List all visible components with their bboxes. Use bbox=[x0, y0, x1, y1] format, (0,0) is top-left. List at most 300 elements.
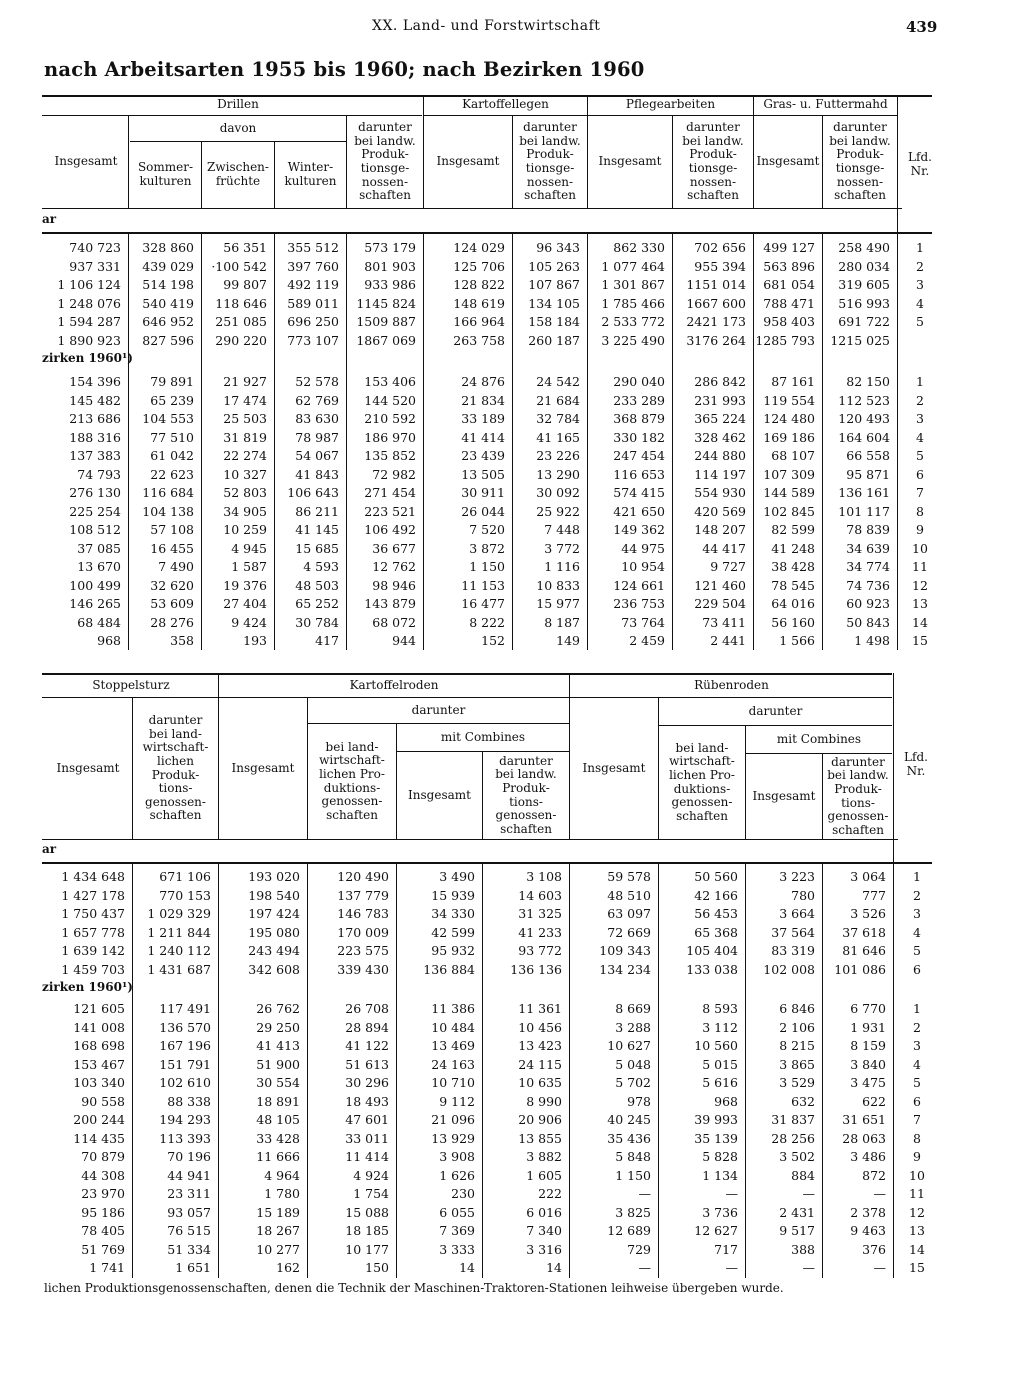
table-cell: 44 308 bbox=[81, 1167, 125, 1183]
table-cell: 10 327 bbox=[223, 466, 267, 482]
table-cell: 36 677 bbox=[372, 540, 416, 556]
table-cell: 13 670 bbox=[77, 559, 121, 574]
header-davon: davon bbox=[219, 121, 257, 136]
table-cell: 15 977 bbox=[536, 596, 580, 611]
table-cell: 3 225 490 bbox=[601, 332, 665, 348]
table-cell: 376 bbox=[862, 1241, 886, 1257]
table-cell: 158 184 bbox=[528, 314, 580, 329]
table-cell: 933 986 bbox=[364, 277, 416, 292]
table-cell: 51 613 bbox=[345, 1056, 389, 1072]
table-cell: 244 880 bbox=[694, 448, 746, 463]
table-cell: 225 254 bbox=[69, 503, 121, 519]
row-number-cell: 5 bbox=[913, 1075, 921, 1090]
table-cell: 83 630 bbox=[295, 411, 339, 426]
running-header bbox=[0, 18, 1024, 38]
table-cell: 15 189 bbox=[256, 1204, 300, 1220]
header-stoppelsturz-insgesamt: Insgesamt bbox=[56, 760, 120, 775]
table-cell: 1 431 687 bbox=[147, 961, 211, 977]
row-number-cell bbox=[897, 332, 943, 351]
table-cell: 136 161 bbox=[838, 485, 890, 500]
table-cell: 66 558 bbox=[846, 448, 890, 463]
table-row bbox=[42, 429, 943, 448]
table-cell: 1 780 bbox=[264, 1186, 300, 1201]
table-cell: 4 593 bbox=[303, 559, 339, 574]
table-cell: 10 954 bbox=[621, 559, 665, 574]
table-cell: 11 153 bbox=[461, 577, 505, 593]
row-number-cell: 5 bbox=[916, 448, 924, 463]
table-cell: 134 105 bbox=[528, 295, 580, 311]
top-years-table bbox=[42, 239, 943, 350]
row-number-cell: 1 bbox=[916, 240, 924, 255]
table-cell: 1667 600 bbox=[686, 295, 746, 311]
table-cell: 1 248 076 bbox=[57, 295, 121, 311]
table-cell: 11 361 bbox=[518, 1001, 562, 1016]
header-gras-insgesamt: Insgesamt bbox=[756, 154, 820, 169]
row-number-cell: 2 bbox=[916, 258, 924, 274]
table-cell: 95 871 bbox=[846, 466, 890, 482]
header-rubenroden: Rübenroden bbox=[694, 678, 769, 693]
table-cell: 41 145 bbox=[295, 522, 339, 537]
table-cell: 30 554 bbox=[256, 1075, 300, 1090]
table-cell: 41 413 bbox=[256, 1038, 300, 1053]
table-cell: 35 139 bbox=[694, 1130, 738, 1146]
header-kartoffellegen-insgesamt: Insgesamt bbox=[436, 154, 500, 169]
table-cell: 65 252 bbox=[295, 596, 339, 611]
table-cell: 154 396 bbox=[69, 374, 121, 389]
table-cell: 3 316 bbox=[526, 1241, 562, 1257]
header-rubenroden-combines: mit Combines bbox=[776, 732, 862, 747]
table-cell: 968 bbox=[714, 1093, 738, 1109]
table-cell: 14 bbox=[546, 1260, 562, 1275]
table-row bbox=[42, 258, 943, 277]
header-lfd-nr: Lfd. Nr. bbox=[908, 150, 932, 178]
table-cell: 3 475 bbox=[850, 1075, 886, 1090]
table-cell: 15 685 bbox=[295, 540, 339, 556]
table-cell: 1867 069 bbox=[356, 332, 416, 348]
row-number-cell: 14 bbox=[909, 1241, 925, 1257]
table-cell: 42 166 bbox=[694, 887, 738, 903]
table-cell: 7 448 bbox=[544, 522, 580, 537]
table-cell: 47 601 bbox=[345, 1112, 389, 1127]
table-cell: 10 833 bbox=[536, 577, 580, 593]
table-cell: 26 044 bbox=[461, 503, 505, 519]
table-cell: 8 990 bbox=[526, 1093, 562, 1109]
table-cell: 1 150 bbox=[615, 1167, 651, 1183]
row-number-cell: 12 bbox=[909, 1204, 925, 1220]
table-row bbox=[42, 1000, 941, 1019]
table-cell: 3 333 bbox=[439, 1241, 475, 1257]
table-cell: — bbox=[802, 1186, 815, 1201]
table-cell: 3176 264 bbox=[686, 332, 746, 348]
table-cell: 125 706 bbox=[453, 258, 505, 274]
table-cell: 968 bbox=[97, 633, 121, 648]
header-drillen: Drillen bbox=[217, 96, 259, 111]
table-cell: 330 182 bbox=[613, 429, 665, 445]
table-cell: 153 467 bbox=[73, 1056, 125, 1072]
table-cell: 3 529 bbox=[779, 1075, 815, 1090]
table-cell: 144 589 bbox=[763, 485, 815, 500]
table-cell: 121 460 bbox=[694, 577, 746, 593]
table-cell: 1 750 437 bbox=[61, 906, 125, 921]
table-cell: — bbox=[873, 1186, 886, 1201]
header-rubenroden-combines-darunter: darunter bei landw. Produk- tions- genossen- schaften bbox=[827, 754, 889, 837]
table-cell: 65 368 bbox=[694, 924, 738, 940]
table-cell: 167 196 bbox=[159, 1038, 211, 1053]
table-cell: 12 627 bbox=[694, 1223, 738, 1238]
table-cell: 78 545 bbox=[771, 577, 815, 593]
table-cell: 137 383 bbox=[69, 448, 121, 463]
table-cell: 153 406 bbox=[364, 374, 416, 389]
header-kartoffelroden-combines-insgesamt: Insgesamt bbox=[408, 787, 471, 802]
table-cell: 6 846 bbox=[779, 1001, 815, 1016]
table-cell: 3 108 bbox=[526, 869, 562, 884]
table-cell: 243 494 bbox=[248, 943, 300, 958]
table-row bbox=[42, 373, 943, 392]
table-row bbox=[42, 484, 943, 503]
table-cell: — bbox=[725, 1260, 738, 1275]
table-cell: 342 608 bbox=[248, 961, 300, 977]
table-cell: 152 bbox=[481, 633, 505, 648]
table-row bbox=[42, 1074, 941, 1093]
table-row bbox=[42, 295, 943, 314]
table-cell: 22 274 bbox=[223, 448, 267, 463]
table-cell: 60 923 bbox=[846, 596, 890, 611]
top-bezirke-table bbox=[42, 373, 943, 651]
table-row bbox=[42, 1148, 941, 1167]
table-cell: 24 876 bbox=[461, 374, 505, 389]
table-cell: 41 414 bbox=[461, 429, 505, 445]
table-cell: 109 343 bbox=[599, 943, 651, 958]
table-row bbox=[42, 868, 941, 887]
header-kartoffelroden: Kartoffelroden bbox=[349, 678, 439, 693]
table-row bbox=[42, 924, 941, 943]
table-cell: 3 490 bbox=[439, 869, 475, 884]
table-row bbox=[42, 1093, 941, 1112]
table-cell: 421 650 bbox=[613, 503, 665, 519]
row-number-cell: 2 bbox=[916, 392, 924, 408]
table-cell: 1 427 178 bbox=[61, 887, 125, 903]
table-cell: 978 bbox=[627, 1093, 651, 1109]
table-cell: 113 393 bbox=[159, 1130, 211, 1146]
table-cell: 7 369 bbox=[439, 1223, 475, 1238]
footnote: lichen Produktionsgenossenschaften, denen die Technik der Maschinen-Traktoren-Stationen leihweise übergeben wurde. bbox=[44, 1281, 784, 1295]
table-cell: 4 964 bbox=[264, 1167, 300, 1183]
table-cell: 114 435 bbox=[73, 1130, 125, 1146]
row-number-cell: 5 bbox=[913, 943, 921, 958]
table-cell: 59 578 bbox=[607, 869, 651, 884]
table-cell: 10 635 bbox=[518, 1075, 562, 1090]
table-cell: 65 239 bbox=[150, 392, 194, 408]
table-cell: 9 517 bbox=[779, 1223, 815, 1238]
table-cell: 862 330 bbox=[613, 240, 665, 255]
table-cell: 1285 793 bbox=[755, 332, 815, 348]
table-cell: 499 127 bbox=[763, 240, 815, 255]
row-number-cell: 1 bbox=[916, 374, 924, 389]
table-cell: — bbox=[873, 1260, 886, 1275]
table-cell: 24 115 bbox=[518, 1056, 562, 1072]
table-cell: 3 865 bbox=[779, 1056, 815, 1072]
table-cell: 134 234 bbox=[599, 961, 651, 977]
table-cell: 1 605 bbox=[526, 1167, 562, 1183]
header-kartoffellegen-darunter: darunter bei landw. Produk- tionsge- nossen- schaften bbox=[519, 120, 581, 203]
table-cell: 33 428 bbox=[256, 1130, 300, 1146]
table-cell: 108 512 bbox=[69, 522, 121, 537]
table-row bbox=[42, 1019, 941, 1038]
table-cell: 34 639 bbox=[846, 540, 890, 556]
section-label-bezirke-bottom: zirken 1960¹) bbox=[42, 980, 133, 994]
table-cell: 955 394 bbox=[694, 258, 746, 274]
table-cell: 420 569 bbox=[694, 503, 746, 519]
table-cell: 328 462 bbox=[694, 429, 746, 445]
table-cell: 11 666 bbox=[256, 1149, 300, 1164]
header-pflegearbeiten-darunter: darunter bei landw. Produk- tionsge- nossen- schaften bbox=[682, 120, 744, 203]
table-cell: 5 015 bbox=[702, 1056, 738, 1072]
table-cell: 29 250 bbox=[256, 1019, 300, 1035]
table-cell: 137 779 bbox=[337, 887, 389, 903]
table-cell: 223 521 bbox=[364, 503, 416, 519]
row-number-cell: 1 bbox=[913, 1001, 921, 1016]
table-cell: 516 993 bbox=[838, 295, 890, 311]
header-drillen-darunter-lpg: darunter bei landw. Produk- tionsge- nossen- schaften bbox=[354, 120, 416, 203]
table-cell: 9 727 bbox=[710, 559, 746, 574]
table-cell: 28 063 bbox=[842, 1130, 886, 1146]
table-cell: — bbox=[638, 1260, 651, 1275]
table-cell: 31 651 bbox=[842, 1112, 886, 1127]
table-cell: 397 760 bbox=[287, 258, 339, 274]
table-cell: 141 008 bbox=[73, 1019, 125, 1035]
table-cell: 8 187 bbox=[544, 614, 580, 630]
table-cell: 290 220 bbox=[215, 332, 267, 348]
table-cell: 136 136 bbox=[510, 961, 562, 977]
table-row bbox=[42, 1167, 941, 1186]
table-cell: 4 945 bbox=[231, 540, 267, 556]
table-cell: 1 931 bbox=[850, 1019, 886, 1035]
table-cell: 18 891 bbox=[256, 1093, 300, 1109]
table-cell: 30 296 bbox=[345, 1075, 389, 1090]
table-cell: 258 490 bbox=[838, 240, 890, 255]
table-cell: 193 020 bbox=[248, 869, 300, 884]
table-cell: 213 686 bbox=[69, 411, 121, 426]
row-number-cell: 11 bbox=[909, 1186, 925, 1201]
table-cell: 8 593 bbox=[702, 1001, 738, 1016]
table-cell: 53 609 bbox=[150, 596, 194, 611]
table-cell: 3 872 bbox=[469, 540, 505, 556]
table-cell: 5 048 bbox=[615, 1056, 651, 1072]
table-cell: 146 783 bbox=[337, 906, 389, 921]
row-number-cell: 4 bbox=[916, 295, 924, 311]
table-cell: 1 029 329 bbox=[147, 906, 211, 921]
table-cell: 52 578 bbox=[295, 374, 339, 389]
table-cell: 13 290 bbox=[536, 466, 580, 482]
table-cell: 148 207 bbox=[694, 522, 746, 537]
table-cell: 23 970 bbox=[81, 1186, 125, 1201]
table-cell: 48 503 bbox=[295, 577, 339, 593]
table-cell: 3 664 bbox=[779, 906, 815, 921]
table-row bbox=[42, 1222, 941, 1241]
table-cell: 2 378 bbox=[850, 1204, 886, 1220]
table-cell: 133 038 bbox=[686, 961, 738, 977]
table-cell: 1509 887 bbox=[356, 314, 416, 329]
table-cell: 17 474 bbox=[223, 392, 267, 408]
table-cell: 3 840 bbox=[850, 1056, 886, 1072]
table-cell: 872 bbox=[862, 1167, 886, 1183]
table-row bbox=[42, 521, 943, 540]
table-cell: 3 112 bbox=[702, 1019, 738, 1035]
table-row bbox=[42, 1056, 941, 1075]
table-cell: 16 477 bbox=[461, 596, 505, 611]
table-cell: 3 526 bbox=[850, 906, 886, 921]
table-cell: 646 952 bbox=[142, 314, 194, 329]
table-cell: 5 702 bbox=[615, 1075, 651, 1090]
table-cell: 25 922 bbox=[536, 503, 580, 519]
table-row bbox=[42, 503, 943, 522]
table-cell: 884 bbox=[791, 1167, 815, 1183]
table-cell: 236 753 bbox=[613, 596, 665, 611]
table-cell: 23 439 bbox=[461, 448, 505, 463]
table-row bbox=[42, 577, 943, 596]
table-cell: 32 620 bbox=[150, 577, 194, 593]
table-row bbox=[42, 1259, 941, 1278]
table-cell: 702 656 bbox=[694, 240, 746, 255]
header-zwischenfruechte: Zwischen- früchte bbox=[207, 159, 269, 188]
table-cell: 1 566 bbox=[779, 633, 815, 648]
table-cell: 271 454 bbox=[364, 485, 416, 500]
table-cell: 1 211 844 bbox=[147, 924, 211, 940]
table-cell: 44 975 bbox=[621, 540, 665, 556]
table-cell: 168 698 bbox=[73, 1038, 125, 1053]
table-cell: 38 428 bbox=[771, 559, 815, 574]
table-cell: 186 970 bbox=[364, 429, 416, 445]
table-cell: 33 189 bbox=[461, 411, 505, 426]
table-cell: 56 160 bbox=[771, 614, 815, 630]
table-cell: 74 736 bbox=[846, 577, 890, 593]
table-cell: 101 086 bbox=[834, 961, 886, 977]
table-cell: 30 092 bbox=[536, 485, 580, 500]
table-cell: 1 741 bbox=[89, 1260, 125, 1275]
table-cell: 48 105 bbox=[256, 1112, 300, 1127]
table-cell: 12 762 bbox=[372, 559, 416, 574]
table-cell: 37 085 bbox=[77, 540, 121, 556]
table-cell: 276 130 bbox=[69, 485, 121, 500]
row-number-cell: 11 bbox=[912, 559, 928, 574]
table-cell: 223 575 bbox=[337, 943, 389, 958]
table-cell: 44 941 bbox=[167, 1167, 211, 1183]
table-cell: 68 484 bbox=[77, 614, 121, 630]
table-row bbox=[42, 1111, 941, 1130]
table-cell: 16 455 bbox=[150, 540, 194, 556]
table-cell: 339 430 bbox=[337, 961, 389, 977]
table-cell: 355 512 bbox=[287, 240, 339, 255]
table-cell: 104 553 bbox=[142, 411, 194, 426]
table-cell: 11 414 bbox=[345, 1149, 389, 1164]
table-cell: 622 bbox=[862, 1093, 886, 1109]
table-cell: 197 424 bbox=[248, 906, 300, 921]
table-cell: 5 848 bbox=[615, 1149, 651, 1164]
table-cell: 1215 025 bbox=[830, 332, 890, 348]
table-cell: 50 560 bbox=[694, 869, 738, 884]
table-cell: 18 493 bbox=[345, 1093, 389, 1109]
table-cell: 72 982 bbox=[372, 466, 416, 482]
table-cell: 145 482 bbox=[69, 392, 121, 408]
table-cell: 770 153 bbox=[159, 887, 211, 903]
table-cell: 3 502 bbox=[779, 1149, 815, 1164]
header-pflegearbeiten-insgesamt: Insgesamt bbox=[598, 154, 662, 169]
table-cell: 82 599 bbox=[771, 522, 815, 537]
table-cell: 120 493 bbox=[838, 411, 890, 426]
table-cell: 3 882 bbox=[526, 1149, 562, 1164]
table-cell: 41 843 bbox=[295, 466, 339, 482]
table-cell: 26 708 bbox=[345, 1001, 389, 1016]
table-cell: 169 186 bbox=[763, 429, 815, 445]
table-cell: 9 112 bbox=[439, 1093, 475, 1109]
header-gras-darunter: darunter bei landw. Produk- tionsge- nossen- schaften bbox=[829, 120, 891, 203]
table-cell: 23 226 bbox=[536, 448, 580, 463]
table-cell: 41 233 bbox=[518, 924, 562, 940]
table-cell: 729 bbox=[627, 1241, 651, 1257]
table-cell: 102 610 bbox=[159, 1075, 211, 1090]
table-cell: 96 343 bbox=[536, 240, 580, 255]
table-cell: 574 415 bbox=[613, 485, 665, 500]
row-number-cell: 3 bbox=[916, 411, 924, 426]
table-cell: 93 057 bbox=[167, 1204, 211, 1220]
row-number-cell: 9 bbox=[913, 1149, 921, 1164]
table-cell: 50 843 bbox=[846, 614, 890, 630]
table-cell: 18 185 bbox=[345, 1223, 389, 1238]
table-cell: 116 653 bbox=[613, 466, 665, 482]
row-number-cell: 8 bbox=[916, 503, 924, 519]
table-cell: 30 784 bbox=[295, 614, 339, 630]
table-row bbox=[42, 887, 941, 906]
table-cell: 41 165 bbox=[536, 429, 580, 445]
table-cell: 135 852 bbox=[364, 448, 416, 463]
table-cell: 696 250 bbox=[287, 314, 339, 329]
table-cell: 492 119 bbox=[287, 277, 339, 292]
table-cell: 23 311 bbox=[167, 1186, 211, 1201]
table-cell: 6 055 bbox=[439, 1204, 475, 1220]
table-cell: 10 627 bbox=[607, 1038, 651, 1053]
table-cell: 280 034 bbox=[838, 258, 890, 274]
table-cell: 107 867 bbox=[528, 277, 580, 292]
row-number-cell: 5 bbox=[916, 314, 924, 329]
bottom-years-table bbox=[42, 868, 941, 979]
row-number-cell: 4 bbox=[913, 924, 921, 940]
table-cell: 100 499 bbox=[69, 577, 121, 593]
table-cell: 28 894 bbox=[345, 1019, 389, 1035]
table-cell: 35 436 bbox=[607, 1130, 651, 1146]
table-cell: 8 159 bbox=[850, 1038, 886, 1053]
table-cell: 77 510 bbox=[150, 429, 194, 445]
table-cell: 1 434 648 bbox=[61, 869, 125, 884]
table-cell: 2 533 772 bbox=[601, 314, 665, 329]
table-cell: 540 419 bbox=[142, 295, 194, 311]
table-cell: 103 340 bbox=[73, 1075, 125, 1090]
header-rubenroden-insgesamt: Insgesamt bbox=[582, 760, 646, 775]
table-cell: 1 587 bbox=[231, 559, 267, 574]
table-cell: 1 134 bbox=[702, 1167, 738, 1183]
table-cell: 10 710 bbox=[431, 1075, 475, 1090]
header-sommerkulturen: Sommer- kulturen bbox=[137, 159, 194, 188]
table-cell: 229 504 bbox=[694, 596, 746, 611]
table-cell: 10 560 bbox=[694, 1038, 738, 1053]
table-cell: 13 855 bbox=[518, 1130, 562, 1146]
table-cell: 3 772 bbox=[544, 540, 580, 556]
table-cell: 15 939 bbox=[431, 887, 475, 903]
table-cell: 195 080 bbox=[248, 924, 300, 940]
table-cell: 76 515 bbox=[167, 1223, 211, 1238]
row-number-cell: 15 bbox=[912, 633, 928, 648]
row-number-cell: 10 bbox=[912, 540, 928, 556]
page-number: 439 bbox=[906, 18, 938, 36]
